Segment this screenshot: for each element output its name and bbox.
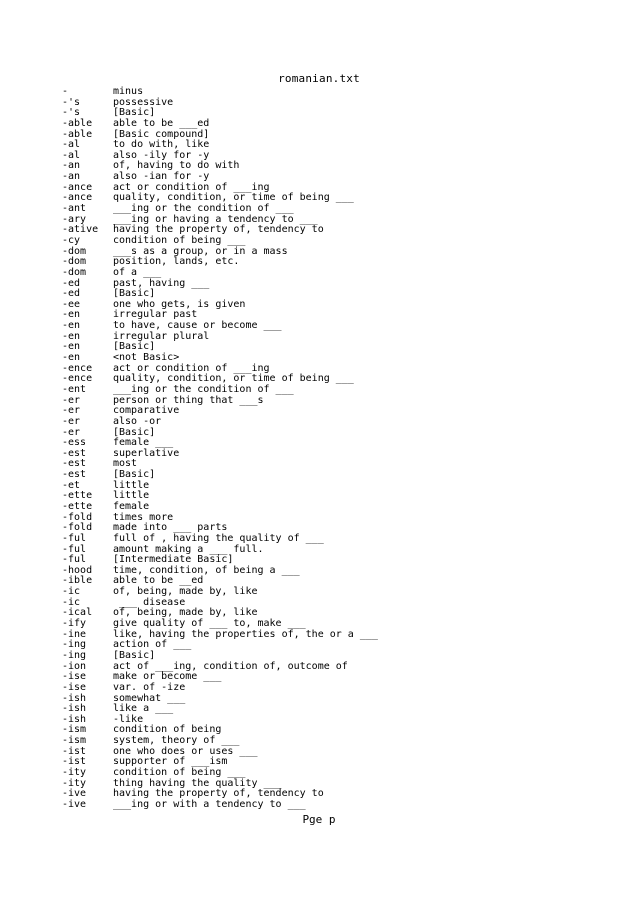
suffix-meaning: make or become ___ <box>113 671 222 683</box>
suffix-meaning: [Intermediate Basic] <box>113 554 234 566</box>
suffix-term: -an <box>62 160 81 172</box>
suffix-term: -cy <box>62 234 81 246</box>
suffix-term: -ic <box>62 586 81 598</box>
suffix-meaning: to have, cause or become ___ <box>113 320 282 332</box>
suffix-term: -able <box>62 117 93 129</box>
suffix-meaning: [Basic] <box>113 341 156 353</box>
suffix-term: -ing <box>62 639 87 651</box>
suffix-meaning: little <box>113 479 150 491</box>
suffix-meaning: having the property of, tendency to <box>113 788 324 800</box>
suffix-term: -ise <box>62 671 87 683</box>
suffix-meaning: condition of being ___ <box>113 234 246 246</box>
suffix-term: -ist <box>62 756 87 768</box>
suffix-term: -est <box>62 458 87 470</box>
suffix-term: -ism <box>62 724 87 736</box>
suffix-term: -ful <box>62 532 87 544</box>
suffix-meaning: act or condition of ___ing <box>113 362 270 374</box>
suffix-term: -ism <box>62 735 87 747</box>
document-title <box>0 72 638 86</box>
suffix-meaning: ___ing or the condition of ___ <box>113 383 294 395</box>
list-item <box>62 800 622 811</box>
suffix-term: -en <box>62 309 81 321</box>
list-item <box>62 651 622 662</box>
suffix-meaning: var. of -ize <box>113 681 186 693</box>
suffix-term: -ish <box>62 703 87 715</box>
suffix-term: -ful <box>62 554 87 566</box>
suffix-term: -ance <box>62 192 93 204</box>
suffix-term: -'s <box>62 107 81 119</box>
suffix-meaning: times more <box>113 511 174 523</box>
suffix-meaning: person or thing that ___s <box>113 394 264 406</box>
suffix-meaning: act of ___ing, condition of, outcome of <box>113 660 348 672</box>
suffix-term: -est <box>62 447 87 459</box>
suffix-list <box>62 87 622 811</box>
suffix-term: -al <box>62 139 81 151</box>
suffix-meaning: [Basic compound] <box>113 128 210 140</box>
suffix-term: -ary <box>62 213 87 225</box>
suffix-meaning: supporter of ___ism <box>113 756 228 768</box>
suffix-meaning: most <box>113 458 138 470</box>
list-item <box>62 704 622 715</box>
suffix-term: -ative <box>62 224 99 236</box>
suffix-term: -ise <box>62 681 87 693</box>
suffix-meaning: -like <box>113 713 144 725</box>
suffix-meaning: action of ___ <box>113 639 192 651</box>
suffix-meaning: superlative <box>113 447 180 459</box>
suffix-meaning: having the property of, tendency to <box>113 224 324 236</box>
suffix-term: -ence <box>62 362 93 374</box>
suffix-meaning: <not Basic> <box>113 352 180 364</box>
page-footer-text: Pge p <box>302 813 336 826</box>
suffix-term: -ing <box>62 649 87 661</box>
suffix-term: -ette <box>62 500 93 512</box>
suffix-term: -et <box>62 479 81 491</box>
suffix-term: -er <box>62 394 81 406</box>
suffix-term: -ic <box>62 596 81 608</box>
suffix-meaning: full of , having the quality of ___ <box>113 532 324 544</box>
suffix-term: -en <box>62 352 81 364</box>
suffix-meaning: irregular plural <box>113 330 210 342</box>
suffix-term: -ed <box>62 288 81 300</box>
suffix-term: -'s <box>62 96 81 108</box>
suffix-term: -ive <box>62 798 87 810</box>
suffix-term: -fold <box>62 522 93 534</box>
suffix-term: -dom <box>62 256 87 268</box>
suffix-meaning: condition of being <box>113 724 222 736</box>
suffix-meaning: [Basic] <box>113 288 156 300</box>
suffix-meaning: able to be __ed <box>113 575 204 587</box>
suffix-meaning: of, being, made by, like <box>113 607 258 619</box>
suffix-meaning: ___ing or having a tendency to ___ <box>113 213 318 225</box>
suffix-term: -ity <box>62 767 87 778</box>
suffix-term: -ee <box>62 298 81 310</box>
suffix-meaning: like a ___ <box>113 703 174 715</box>
suffix-term: -ess <box>62 437 87 449</box>
suffix-term: -en <box>62 341 81 353</box>
suffix-term: -ence <box>62 373 93 385</box>
page-footer <box>0 813 638 827</box>
suffix-term: -er <box>62 405 81 417</box>
suffix-term: -ed <box>62 277 81 289</box>
suffix-meaning: ___ing or the condition of ___ <box>113 203 294 215</box>
suffix-term: -er <box>62 415 81 427</box>
suffix-meaning: amount making a ___ full. <box>113 543 264 555</box>
suffix-term: -ent <box>62 383 87 395</box>
suffix-term: -ful <box>62 543 87 555</box>
list-item <box>62 534 622 545</box>
suffix-meaning: give quality of ___ to, make ___ <box>113 618 306 630</box>
suffix-meaning: made into ___ parts <box>113 522 228 534</box>
list-item <box>62 236 622 247</box>
suffix-meaning: time, condition, of being a ___ <box>113 564 300 576</box>
suffix-term: -ish <box>62 713 87 725</box>
suffix-term: -ive <box>62 788 87 800</box>
suffix-meaning: female <box>113 500 150 512</box>
suffix-term: -an <box>62 171 81 183</box>
suffix-term: -ance <box>62 181 93 193</box>
suffix-meaning: one who does or uses ___ <box>113 745 258 757</box>
suffix-term: -hood <box>62 564 93 576</box>
suffix-meaning: like, having the properties of, the or a ___ <box>113 628 378 640</box>
suffix-meaning: irregular past <box>113 309 198 321</box>
suffix-term: -ical <box>62 607 93 619</box>
suffix-term: -est <box>62 469 87 481</box>
suffix-meaning: act or condition of ___ing <box>113 181 270 193</box>
suffix-term: -ist <box>62 745 87 757</box>
suffix-term: -able <box>62 128 93 140</box>
suffix-meaning: little <box>113 490 150 502</box>
list-item <box>62 683 622 694</box>
suffix-meaning: [Basic] <box>113 426 156 438</box>
list-item <box>62 417 622 428</box>
suffix-term: -ity <box>62 777 87 789</box>
list-item <box>62 385 622 396</box>
list-item <box>62 449 622 460</box>
suffix-meaning: quality, condition, or time of being ___ <box>113 192 354 204</box>
suffix-term: -en <box>62 330 81 342</box>
suffix-term: -er <box>62 426 81 438</box>
suffix-meaning: possessive <box>113 96 174 108</box>
suffix-term: -dom <box>62 245 87 257</box>
list-item <box>62 119 622 130</box>
suffix-meaning: of a ___ <box>113 266 162 278</box>
suffix-meaning: minus <box>113 86 144 97</box>
suffix-meaning: thing having the quality ___ <box>113 777 282 789</box>
suffix-meaning: also -ily for -y <box>113 149 210 161</box>
suffix-meaning: ___s as a group, or in a mass <box>113 245 288 257</box>
suffix-term: -al <box>62 149 81 161</box>
suffix-meaning: female ___ <box>113 437 174 449</box>
suffix-meaning: somewhat ___ <box>113 692 186 704</box>
suffix-meaning: condition of being ___ <box>113 767 246 778</box>
suffix-meaning: [Basic] <box>113 469 156 481</box>
suffix-term: -ine <box>62 628 87 640</box>
list-item <box>62 268 622 279</box>
suffix-meaning: one who gets, is given <box>113 298 246 310</box>
suffix-meaning: also -or <box>113 415 162 427</box>
suffix-meaning: quality, condition, or time of being ___ <box>113 373 354 385</box>
suffix-meaning: [Basic] <box>113 107 156 119</box>
suffix-meaning: of, having to do with <box>113 160 240 172</box>
suffix-term: -ette <box>62 490 93 502</box>
suffix-meaning: of, being, made by, like <box>113 586 258 598</box>
suffix-term: - <box>62 86 69 97</box>
suffix-term: -ify <box>62 618 87 630</box>
suffix-meaning: system, theory of ___ <box>113 735 240 747</box>
suffix-term: -fold <box>62 511 93 523</box>
suffix-term: -dom <box>62 266 87 278</box>
suffix-meaning: position, lands, etc. <box>113 256 240 268</box>
suffix-term: -en <box>62 320 81 332</box>
suffix-meaning: to do with, like <box>113 139 210 151</box>
suffix-meaning: [Basic] <box>113 649 156 661</box>
suffix-meaning: comparative <box>113 405 180 417</box>
document-title-text: romanian.txt <box>278 72 360 85</box>
suffix-term: -ant <box>62 203 87 215</box>
suffix-meaning: also -ian for -y <box>113 171 210 183</box>
suffix-meaning: ___ disease <box>113 596 186 608</box>
suffix-term: -ion <box>62 660 87 672</box>
suffix-term: -ible <box>62 575 93 587</box>
suffix-meaning: able to be ___ed <box>113 117 210 129</box>
suffix-meaning: past, having ___ <box>113 277 210 289</box>
suffix-meaning: ___ing or with a tendency to ___ <box>113 798 306 810</box>
suffix-term: -ish <box>62 692 87 704</box>
